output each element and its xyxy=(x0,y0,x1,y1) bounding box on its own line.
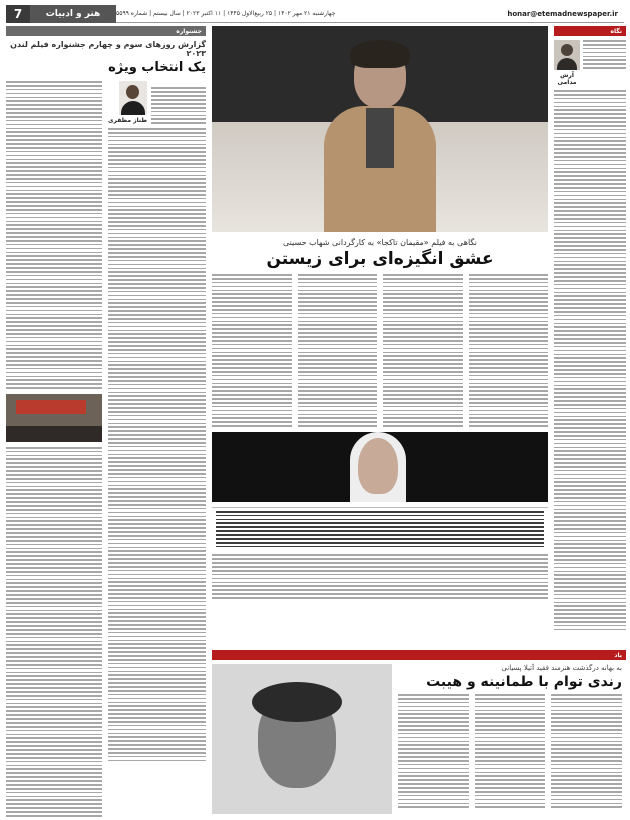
festival-headline: یک انتخاب ویژه xyxy=(108,60,206,75)
festival-tag: جشنواره xyxy=(6,26,206,36)
author-name: آرش مدامی xyxy=(557,72,577,86)
page-header xyxy=(6,5,624,23)
date-line: چهارشنبه ۲۱ مهر ۱۴۰۲ | ۲۵ ربیع‌الاول ۱۴۴۵ | ۱۱ اکتبر ۲۰۲۳ | سال بیستم | شماره ۵۵۹۹ xyxy=(116,5,501,23)
obituary-body xyxy=(398,694,626,808)
festival-article xyxy=(6,26,206,816)
avatar xyxy=(119,81,147,115)
photo-caption xyxy=(212,507,548,551)
obituary-article xyxy=(212,650,626,816)
opinion-tag: نگاه xyxy=(554,26,626,36)
hero-photo xyxy=(212,26,548,232)
feature-headline: عشق انگیزه‌ای برای زیستن xyxy=(266,249,494,269)
feature-body-continued xyxy=(212,554,548,598)
bw-portrait-photo xyxy=(212,664,392,814)
festival-body xyxy=(6,81,206,817)
feature-kicker: نگاهی به فیلم «مقیمان تاکجا» به کارگردانی شهاب حسینی xyxy=(282,238,478,247)
feature-article xyxy=(212,26,548,646)
obituary-kicker: به بهانه درگذشت هنرمند فقید آتیلا پسیانی xyxy=(501,664,622,672)
opinion-author xyxy=(554,40,626,86)
intro-text xyxy=(583,40,626,69)
opinion-column xyxy=(554,26,626,646)
page-number: 7 xyxy=(6,5,30,23)
author-name: طناز مظفری xyxy=(108,117,148,124)
feature-body xyxy=(212,274,548,427)
film-still-photo xyxy=(212,432,548,502)
cinema-street-photo xyxy=(6,394,102,442)
opinion-body xyxy=(554,90,626,630)
obituary-tag: یاد xyxy=(212,650,626,660)
website-link[interactable]: honar@etemadnewspaper.ir xyxy=(501,5,624,23)
festival-kicker: گزارش روزهای سوم و چهارم جشنواره فیلم لندن ۲۰۲۳ xyxy=(10,40,206,58)
avatar xyxy=(554,40,580,70)
obituary-headline: رندی توام با طمانینه و هیبت xyxy=(426,674,622,690)
section-title: هنر و ادبیات xyxy=(30,5,116,23)
